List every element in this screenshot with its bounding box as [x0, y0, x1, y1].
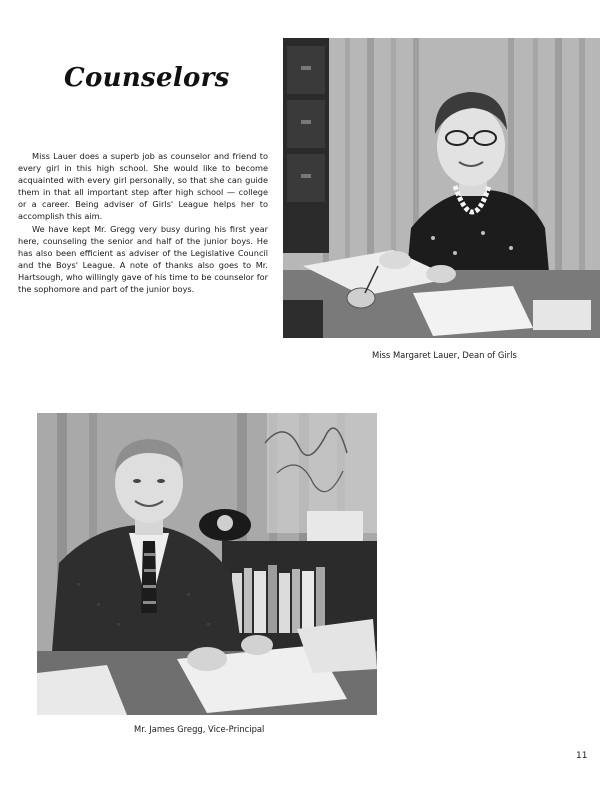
page-title: Counselors: [64, 63, 230, 93]
paragraph-lauer: Miss Lauer does a superb job as counselor and friend to every girl in this high school. She would like to become acquainted with every girl personally, so that she can guide them in that all important step after high school — college or a career. Being adviser of Girls' League helps her to accomplish this aim.: [18, 151, 268, 222]
photo-gregg-image: [37, 413, 377, 715]
paragraph-gregg: We have kept Mr. Gregg very busy during his first year here, counseling the senior and half of the junior boys. He has also been efficient as adviser of the Legislative Council and the Boys' League. A note of thanks also goes to Mr. Hartsough, who willingly gave of his time to be counselor for the sophomore and part of the junior boys.: [18, 223, 268, 295]
page-number: 11: [576, 751, 588, 761]
photo-lauer-image: [283, 38, 600, 338]
caption-gregg: Mr. James Gregg, Vice-Principal: [134, 724, 265, 734]
caption-lauer: Miss Margaret Lauer, Dean of Girls: [372, 350, 517, 360]
photo-gregg: [37, 413, 377, 715]
body-text: [18, 150, 268, 295]
photo-lauer: [283, 38, 600, 338]
